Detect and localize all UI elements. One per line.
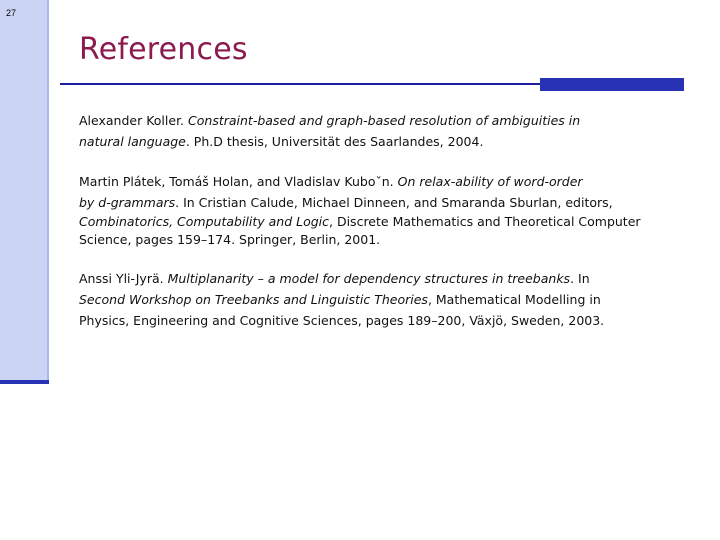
reference-title: natural language [79,134,186,149]
reference-line [79,171,649,192]
references-list [79,110,649,350]
slide-number: 27 [6,8,17,18]
reference-title: by d-grammars [79,195,176,210]
reference-details: , Discrete Mathematics and Theoretical Computer [329,214,641,229]
reference-details: Physics, Engineering and Cognitive Sciences, pages 189–200, Växjö, Sweden, 2003. [79,313,605,328]
reference-line [79,231,649,249]
reference-line [79,213,649,231]
reference-line [79,131,649,152]
reference-details: Science, pages 159–174. Springer, Berlin, 2001. [79,232,381,247]
left-accent-bar [0,0,47,384]
reference-author: Alexander Koller. [79,113,189,128]
reference-title: Constraint-based and graph-based resolution of ambiguities in [188,113,581,128]
reference-book-title: Combinatorics, Computability and Logic [79,214,330,229]
slide-title: References [79,32,248,67]
left-accent-bar-edge [47,0,49,384]
reference-author: Anssi Yli-Jyrä. [79,271,168,286]
reference-title: Multiplanarity – a model for dependency structures in treebanks [167,271,571,286]
reference-details: . In Cristian Calude, Michael Dinneen, and Smaranda Sburlan, editors, [175,195,613,210]
reference-details: . Ph.D thesis, Universität des Saarlandes, 2004. [185,134,484,149]
reference-book-title: Second Workshop on Treebanks and Linguistic Theories [79,292,428,307]
reference-details: . In [570,271,590,286]
reference-title: On relax-ability of word-order [397,174,583,189]
title-underline-accent-block [540,78,684,91]
reference-line [79,268,649,289]
reference-line [79,192,649,213]
reference-entry-platek [79,171,649,249]
reference-entry-yli-jyra [79,268,649,331]
reference-line [79,310,649,331]
reference-line [79,289,649,310]
reference-entry-koller [79,110,649,152]
left-accent-bar-base [0,380,49,384]
reference-author: Martin Plátek, Tomáš Holan, and Vladislav Kuboˇn. [79,174,398,189]
reference-details: , Mathematical Modelling in [427,292,601,307]
reference-line [79,110,649,131]
